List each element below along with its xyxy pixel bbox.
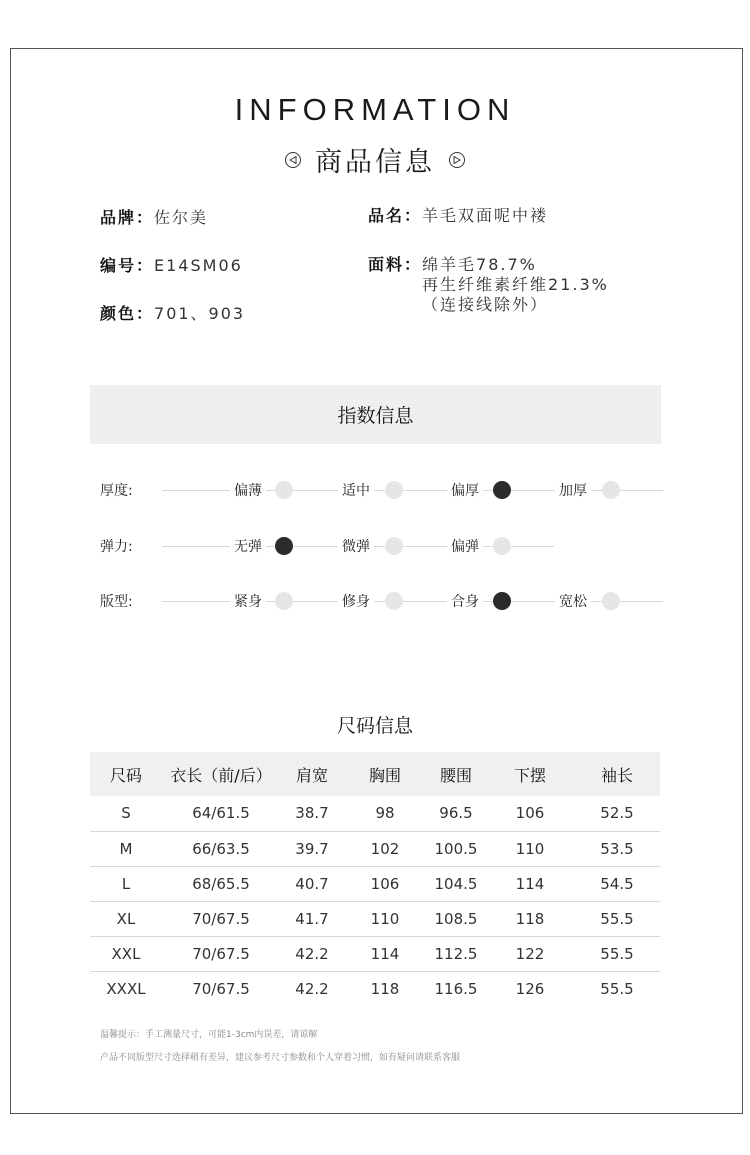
table-row xyxy=(90,831,660,866)
size-cell: L xyxy=(90,866,162,901)
table-row xyxy=(90,971,660,1006)
index-dot-selected xyxy=(275,537,293,555)
size-cell: 118 xyxy=(486,901,574,936)
index-option: 宽松 xyxy=(555,591,591,611)
size-cell: 108.5 xyxy=(426,901,486,936)
index-row-thickness xyxy=(90,478,663,502)
size-cell: 42.2 xyxy=(280,936,344,971)
size-cell: 112.5 xyxy=(426,936,486,971)
size-info-title: 尺码信息 xyxy=(336,715,413,737)
size-cell: 104.5 xyxy=(426,866,486,901)
index-option: 偏厚 xyxy=(447,480,483,500)
size-cell: 41.7 xyxy=(280,901,344,936)
index-dot xyxy=(275,592,293,610)
note-measurement: 温馨提示：手工测量尺寸，可能1-3cm内误差，请谅解 xyxy=(100,1030,318,1040)
index-option: 无弹 xyxy=(230,536,266,556)
index-dot-selected xyxy=(493,592,511,610)
fabric-line: 绵羊毛78.7% xyxy=(422,255,537,274)
index-row-label: 版型: xyxy=(100,594,133,610)
product-name-value: 羊毛双面呢中褛 xyxy=(422,206,549,225)
index-info-title: 指数信息 xyxy=(337,405,414,427)
title-chinese: 商品信息 xyxy=(315,147,435,178)
size-cell: 118 xyxy=(370,979,400,998)
code-label: 编号： xyxy=(100,256,155,275)
index-option: 偏薄 xyxy=(230,480,266,500)
brand-value: 佐尔美 xyxy=(154,208,209,227)
size-cell: 122 xyxy=(486,936,574,971)
index-option: 加厚 xyxy=(555,480,591,500)
color-label: 颜色： xyxy=(100,304,155,323)
index-option: 合身 xyxy=(447,591,483,611)
code-value: E14SM06 xyxy=(154,256,243,275)
size-header-cell: 袖长 xyxy=(600,765,633,785)
size-cell: 66/63.5 xyxy=(162,831,280,866)
index-option: 适中 xyxy=(338,480,374,500)
fabric-line: 再生纤维素纤维21.3% xyxy=(422,275,609,294)
size-header-cell: 腰围 xyxy=(439,765,472,785)
size-header-cell: 尺码 xyxy=(109,765,142,785)
fabric-field xyxy=(368,255,609,315)
size-header-cell: 下摆 xyxy=(513,765,546,785)
index-info-header xyxy=(90,385,661,444)
size-cell: XXXL xyxy=(106,979,146,998)
size-cell: 116.5 xyxy=(434,979,478,998)
size-cell: 55.5 xyxy=(574,936,660,971)
size-cell: XXL xyxy=(90,936,162,971)
size-cell: 38.7 xyxy=(280,796,344,831)
size-cell: 100.5 xyxy=(426,831,486,866)
code-field xyxy=(100,256,243,276)
index-dot xyxy=(385,481,403,499)
size-cell: 96.5 xyxy=(426,796,486,831)
index-option: 微弹 xyxy=(338,536,374,556)
size-cell: 68/65.5 xyxy=(162,866,280,901)
size-cell: 114 xyxy=(344,936,426,971)
size-cell: 70/67.5 xyxy=(192,979,250,998)
index-row-label: 弹力: xyxy=(100,539,133,555)
size-table xyxy=(90,752,660,1006)
size-cell: 40.7 xyxy=(280,866,344,901)
table-row xyxy=(90,936,660,971)
size-cell: 53.5 xyxy=(574,831,660,866)
index-dot xyxy=(275,481,293,499)
size-cell: 52.5 xyxy=(574,796,660,831)
size-cell: 106 xyxy=(486,796,574,831)
size-cell: 70/67.5 xyxy=(162,936,280,971)
size-header-cell: 胸围 xyxy=(368,765,401,785)
index-dot xyxy=(385,537,403,555)
product-name-label: 品名： xyxy=(368,206,423,225)
color-value: 701、903 xyxy=(154,304,246,323)
color-field xyxy=(100,304,245,324)
fabric-label: 面料： xyxy=(368,255,423,274)
circle-arrow-right-icon xyxy=(449,152,465,168)
size-header-cell: 肩宽 xyxy=(295,765,328,785)
index-option: 偏弹 xyxy=(447,536,483,556)
table-row xyxy=(90,901,660,936)
index-dot xyxy=(385,592,403,610)
brand-label: 品牌： xyxy=(100,208,155,227)
size-cell: 55.5 xyxy=(600,979,634,998)
size-cell: 70/67.5 xyxy=(162,901,280,936)
brand-field xyxy=(100,208,208,228)
fabric-values xyxy=(422,255,609,315)
title-english: INFORMATION xyxy=(234,92,516,127)
size-cell: 110 xyxy=(486,831,574,866)
size-cell: 102 xyxy=(344,831,426,866)
product-name-field xyxy=(368,206,548,226)
size-header-cell: 衣长（前/后） xyxy=(170,765,272,785)
index-dot-selected xyxy=(493,481,511,499)
index-dot xyxy=(602,592,620,610)
index-dot xyxy=(493,537,511,555)
size-cell: 39.7 xyxy=(280,831,344,866)
size-cell: 54.5 xyxy=(574,866,660,901)
note-fit-advice: 产品不同版型尺寸选择稍有差异，建议参考尺寸参数和个人穿着习惯，如有疑问请联系客服 xyxy=(100,1053,461,1063)
size-cell: S xyxy=(90,796,162,831)
table-row xyxy=(90,796,660,831)
size-cell: 110 xyxy=(344,901,426,936)
size-cell: 106 xyxy=(344,866,426,901)
fabric-line: （连接线除外） xyxy=(422,295,549,314)
size-table-header-row xyxy=(90,752,660,796)
index-row-label: 厚度: xyxy=(100,483,133,499)
size-cell: 55.5 xyxy=(574,901,660,936)
title-chinese-row xyxy=(0,140,750,179)
size-cell: XL xyxy=(90,901,162,936)
size-cell: M xyxy=(90,831,162,866)
size-cell: 64/61.5 xyxy=(162,796,280,831)
size-cell: 126 xyxy=(515,979,545,998)
index-row-elasticity xyxy=(90,534,663,558)
index-option: 紧身 xyxy=(230,591,266,611)
circle-arrow-left-icon xyxy=(285,152,301,168)
table-row xyxy=(90,866,660,901)
size-cell: 98 xyxy=(344,796,426,831)
size-cell: 114 xyxy=(486,866,574,901)
index-option: 修身 xyxy=(338,591,374,611)
index-dot xyxy=(602,481,620,499)
size-cell: 42.2 xyxy=(295,979,329,998)
index-row-fit xyxy=(90,589,663,613)
